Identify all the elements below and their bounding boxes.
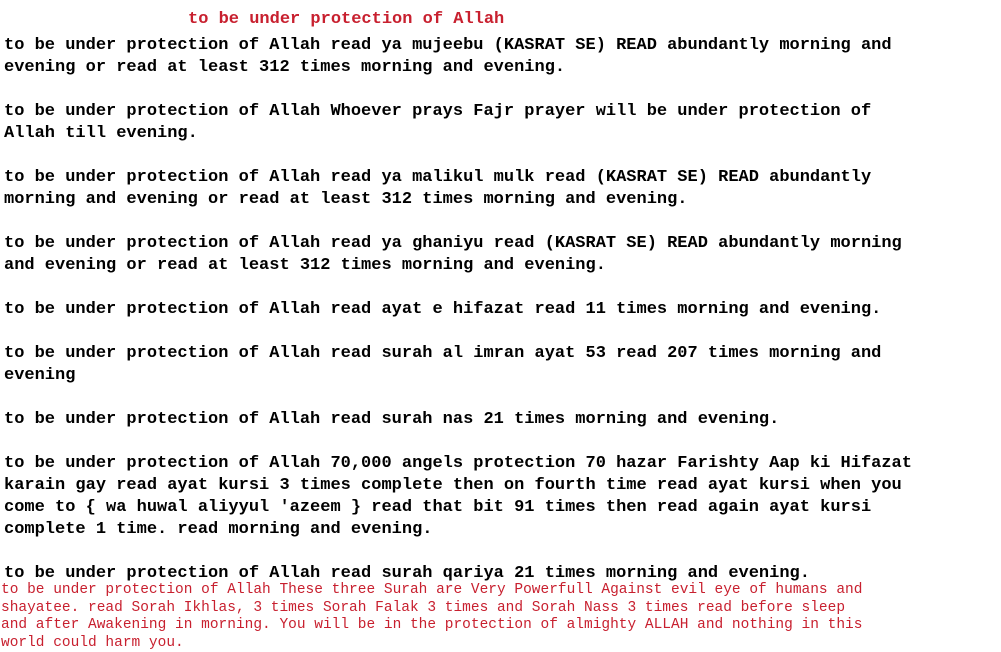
paragraph-fajr-prayer: to be under protection of Allah Whoever prays Fajr prayer will be under protection of Allah till evening. xyxy=(4,102,872,143)
paragraph-surah-al-imran: to be under protection of Allah read surah al imran ayat 53 read 207 times morning and evening xyxy=(4,344,882,385)
page-title: to be under protection of Allah xyxy=(188,10,505,29)
paragraph-ayat-kursi: to be under protection of Allah 70,000 angels protection 70 hazar Farishty Aap ki Hifazat karain gay read ayat kursi 3 times complete then on fourth time read ayat kursi when you come to { wa huwal aliyyul 'azeem } read that bit 91 times then read again ayat kursi complete 1 time. read morning and evening. xyxy=(4,454,912,539)
paragraph-ya-mujeebu: to be under protection of Allah read ya mujeebu (KASRAT SE) READ abundantly morning and evening or read at least 312 times morning and evening. xyxy=(4,36,892,77)
footer-note: to be under protection of Allah These three Surah are Very Powerfull Against evil eye of humans and shayatee. read Sorah Ikhlas, 3 times Sorah Falak 3 times and Sorah Nass 3 times read before sleep and after Awakening in morning. You will be in the protection of almighty ALLAH and nothing in this world could harm you. xyxy=(1,582,863,651)
paragraph-ya-ghaniyu: to be under protection of Allah read ya ghaniyu read (KASRAT SE) READ abundantly morning and evening or read at least 312 times morning and evening. xyxy=(4,234,902,275)
paragraph-surah-nas: to be under protection of Allah read surah nas 21 times morning and evening. xyxy=(4,410,780,429)
paragraph-ya-malikul-mulk: to be under protection of Allah read ya malikul mulk read (KASRAT SE) READ abundantly morning and evening or read at least 312 times morning and evening. xyxy=(4,168,872,209)
paragraph-surah-qariya: to be under protection of Allah read surah qariya 21 times morning and evening. xyxy=(4,564,810,583)
paragraph-ayat-e-hifazat: to be under protection of Allah read ayat e hifazat read 11 times morning and evening. xyxy=(4,300,882,319)
